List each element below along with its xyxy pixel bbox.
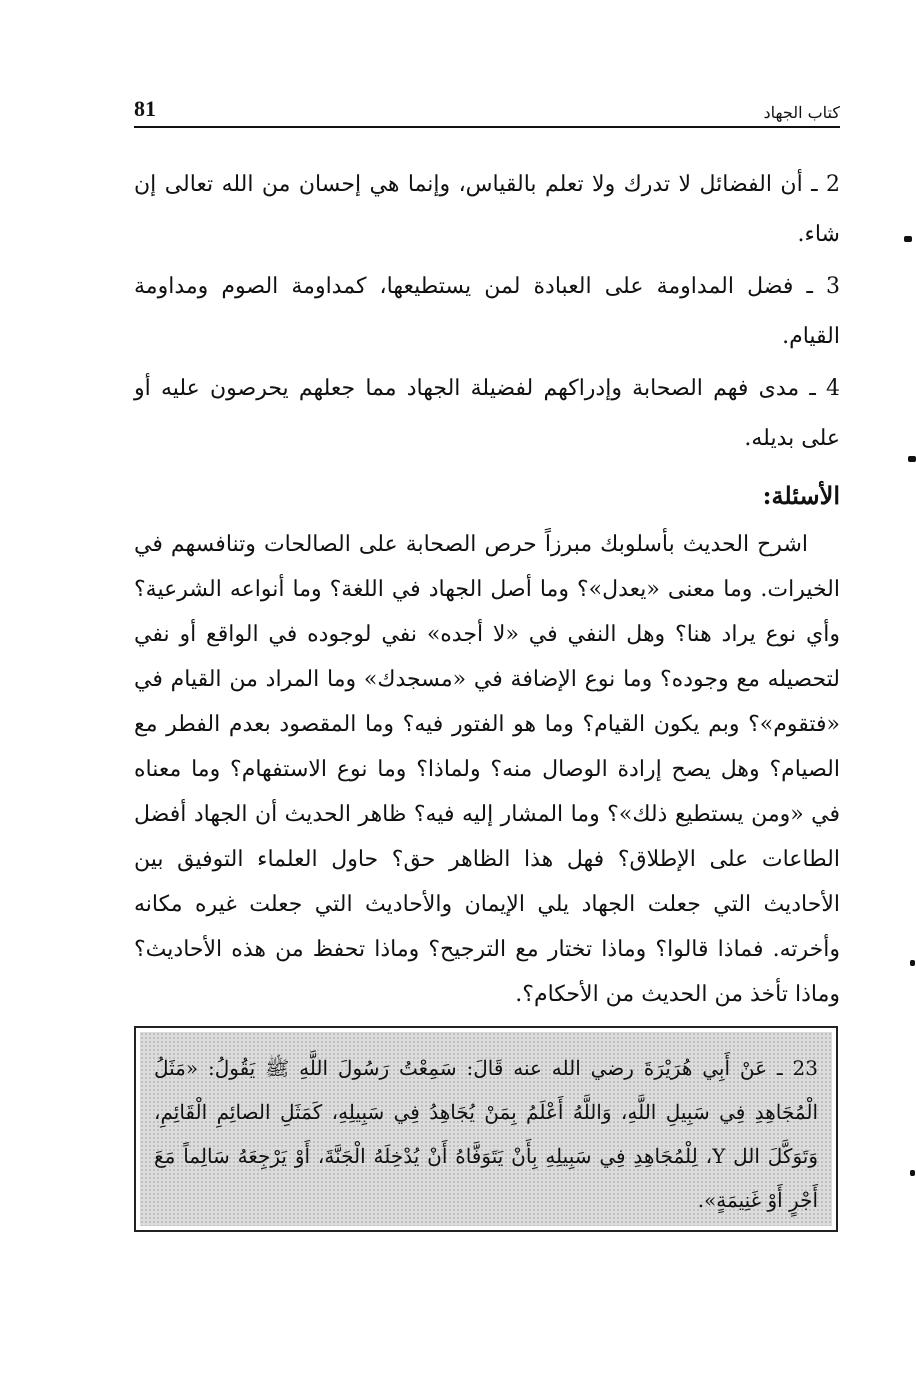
hadith-frame	[134, 1026, 838, 1232]
hadith-text: 23 ـ عَنْ أَبِي هُرَيْرَةَ رضي الله عنه قَالَ: سَمِعْتُ رَسُولَ اللَّهِ ﷺ يَقُولُ: «مَثَلُ الْمُجَاهِدِ فِي سَبِيلِ اللَّهِ، وَاللَّهُ أَعْلَمُ بِمَنْ يُجَاهِدُ فِي سَبِيلِهِ، كَمَثَلِ الصائِمِ الْقَائِمِ، وَتَوَكَّلَ الل Y، لِلْمُجَاهِدِ فِي سَبِيلِهِ بِأَنْ يَتَوَفَّاهُ أَنْ يُدْخِلَهُ الْجَنَّةَ، أَوْ يَرْجِعَهُ سَالِماً مَعَ أَجْرٍ أَوْ غَنِيمَةٍ».	[140, 1032, 832, 1226]
page-number: 81	[134, 96, 156, 121]
main-text	[134, 160, 840, 1017]
questions-heading: الأسئلة:	[762, 481, 840, 510]
scan-margin-mark	[908, 456, 916, 462]
scan-margin-mark	[910, 960, 915, 966]
page-header	[134, 92, 840, 128]
running-title: كتاب الجهاد	[763, 103, 840, 122]
lesson-item-4: 4 ـ مدى فهم الصحابة وإدراكهم لفضيلة الجهاد مما جعلهم يحرصون عليه أو على بديله.	[134, 376, 840, 451]
scan-margin-mark	[904, 236, 912, 242]
scan-margin-mark	[910, 1170, 915, 1176]
questions-paragraph: اشرح الحديث بأسلوبك مبرزاً حرص الصحابة على الصالحات وتنافسهم في الخيرات. وما معنى «يعدل»؟ وما أصل الجهاد في اللغة؟ وما أنواعه الشرعية؟ وأي نوع يراد هنا؟ وهل النفي في «لا أجده» نفي لوجوده في الواقع أو نفي لتحصيله مع وجوده؟ وما نوع الإضافة في «مسجدك» وما المراد من القيام في «فتقوم»؟ وبم يكون القيام؟ وما هو الفتور فيه؟ وما المقصود بعدم الفطر مع الصيام؟ وهل يصح إرادة الوصال منه؟ ولماذا؟ وما نوع الاستفهام؟ وما معناه في «ومن يستطيع ذلك»؟ وما المشار إليه فيه؟ ظاهر الحديث أن الجهاد أفضل الطاعات على الإطلاق؟ فهل هذا الظاهر حق؟ حاول العلماء التوفيق بين الأحاديث التي جعلت الجهاد يلي الإيمان والأحاديث التي جعلت غيره مكانه وأخرته. فماذا قالوا؟ وماذا تختار مع الترجيح؟ وماذا تحفظ من هذه الأحاديث؟ وماذا تأخذ من الحديث من الأحكام؟.	[134, 532, 840, 1007]
lesson-item-2: 2 ـ أن الفضائل لا تدرك ولا تعلم بالقياس، وإنما هي إحسان من الله تعالى إن شاء.	[134, 172, 840, 247]
lesson-item-3: 3 ـ فضل المداومة على العبادة لمن يستطيعها، كمداومة الصوم ومداومة القيام.	[134, 274, 840, 349]
